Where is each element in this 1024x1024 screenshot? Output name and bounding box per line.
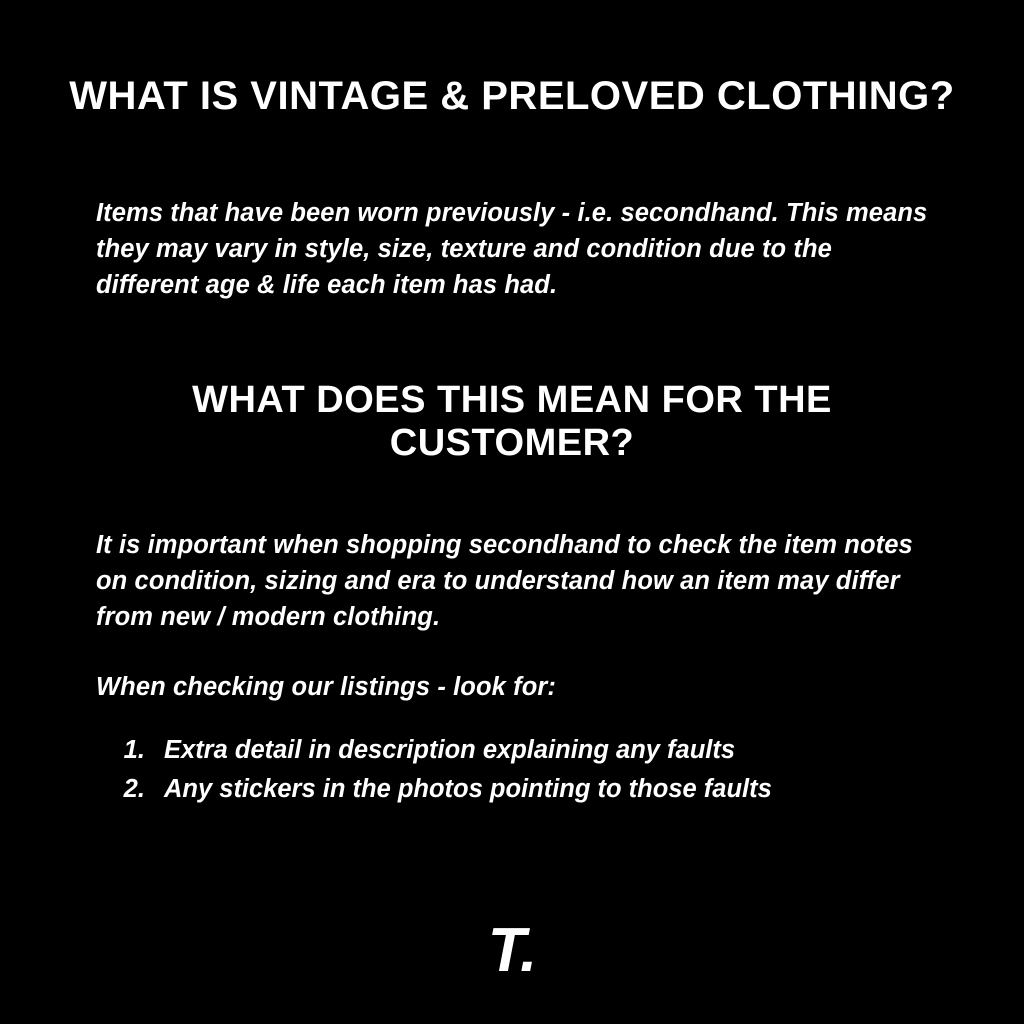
section-heading-customer: WHAT DOES THIS MEAN FOR THE CUSTOMER? (192, 379, 832, 464)
section-spacer (0, 303, 1024, 379)
logo-text: T. (487, 916, 537, 985)
page-title: WHAT IS VINTAGE & PRELOVED CLOTHING? (69, 74, 955, 118)
list-item: 1. Extra detail in description explaining any faults (152, 731, 928, 770)
list-item: 2. Any stickers in the photos pointing to those faults (152, 770, 928, 809)
intro-paragraph: Items that have been worn previously - i.e. secondhand. This means they may vary in style, size, texture and condition due to the different age & life each item has had. (96, 198, 928, 300)
brand-logo (0, 916, 1024, 985)
faults-list (0, 705, 1024, 809)
customer-paragraph: It is important when shopping secondhand to check the item notes on condition, sizing and era to understand how an item may differ from new / modern clothing. (96, 530, 913, 631)
listings-prompt: When checking our listings - look for: (96, 673, 556, 702)
